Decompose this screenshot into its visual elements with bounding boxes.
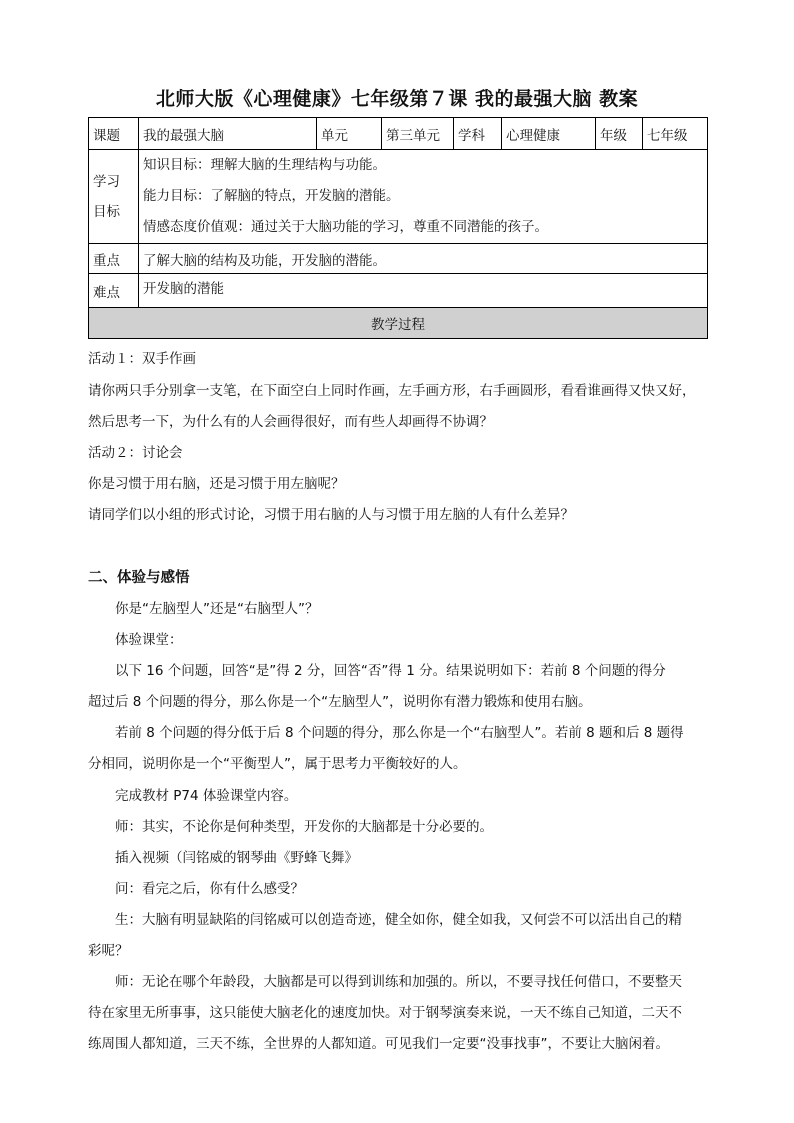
cell-unit-value: 第三单元 (382, 118, 454, 150)
cell-label-unit: 单元 (317, 118, 382, 150)
table-row-goals (89, 150, 708, 244)
paragraph-rules-line1: 以下 16 个问题，回答“是”得 2 分，回答“否”得 1 分。结果说明如下：若前 8 个问题的得分 (115, 663, 666, 679)
activity1-title: 活动１：双手作画 (88, 351, 196, 367)
cell-grade-value: 七年级 (643, 118, 708, 150)
cell-key-value: 了解大脑的结构及功能，开发脑的潜能。 (139, 244, 708, 274)
paragraph-teacher-note: 师：其实，不论你是何种类型，开发你的大脑都是十分必要的。 (115, 819, 493, 835)
cell-label-subject: 学科 (454, 118, 502, 150)
paragraph-student-line2: 彩呢？ (88, 943, 129, 959)
cell-goals-value (139, 150, 708, 244)
paragraph-teacher-line3: 练周围人都知道，三天不练，全世界的人都知道。可见我们一定要“没事找事”，不要让大脑闲着。 (88, 1036, 669, 1052)
cell-label-goals: 学习 目标 (89, 150, 139, 244)
activity2-title: 活动２：讨论会 (88, 445, 183, 461)
paragraph-right-brain-line1: 若前 8 个问题的得分低于后 8 个问题的得分，那么你是一个“右脑型人”。若前 8 题和后 8 题得 (115, 725, 684, 741)
cell-label-key: 重点 (89, 244, 139, 274)
lesson-info-table (88, 117, 708, 339)
paragraph-video: 插入视频（闫铭威的钢琴曲《野蜂飞舞》 (115, 850, 358, 866)
paragraph-teacher-line1: 师：无论在哪个年龄段，大脑都是可以得到训练和加强的。所以，不要寻找任何借口，不要整天 (115, 974, 682, 990)
cell-label-topic: 课题 (89, 118, 139, 150)
goal-emotion: 情感态度价值观：通过关于大脑功能的学习，尊重不同潜能的孩子。 (143, 219, 548, 235)
paragraph-rules-line2: 超过后 8 个问题的得分，那么你是一个“左脑型人”，说明你有潜力锻炼和使用右脑。 (88, 694, 592, 710)
activity1-line1: 请你两只手分别拿一支笔，在下面空白上同时作画，左手画方形，右手画圆形，看看谁画得又快又好， (88, 383, 696, 399)
activity1-line2: 然后思考一下，为什么有的人会画得很好，而有些人却画得不协调？ (88, 414, 493, 430)
paragraph-right-brain-line2: 分相同，说明你是一个“平衡型人”，属于思考力平衡较好的人。 (88, 756, 467, 772)
table-row-process (89, 308, 708, 339)
table-row-header (89, 118, 708, 150)
goal-ability: 能力目标：了解脑的特点，开发脑的潜能。 (143, 188, 400, 204)
table-row-key-points (89, 244, 708, 274)
section2-heading: 二、体验与感悟 (88, 570, 190, 586)
cell-label-grade: 年级 (596, 118, 643, 150)
cell-difficulty-value: 开发脑的潜能 (139, 274, 708, 308)
cell-label-difficulty: 难点 (89, 274, 139, 308)
activity2-question1: 你是习惯于用右脑，还是习惯于用左脑呢？ (88, 476, 345, 492)
goal-knowledge: 知识目标：理解大脑的生理结构与功能。 (143, 157, 386, 173)
activity2-question2: 请同学们以小组的形式讨论，习惯于用右脑的人与习惯于用左脑的人有什么差异？ (88, 507, 574, 523)
document-title: 北师大版《心理健康》七年级第７课 我的最强大脑 教案 (155, 88, 639, 110)
cell-topic-value: 我的最强大脑 (139, 118, 317, 150)
paragraph-question: 你是“左脑型人”还是“右脑型人”？ (115, 601, 319, 617)
paragraph-teacher-line2: 待在家里无所事事，这只能使大脑老化的速度加快。对于钢琴演奏来说，一天不练自己知道，二天不 (88, 1005, 682, 1021)
paragraph-ask: 问：看完之后，你有什么感受？ (115, 881, 304, 897)
cell-subject-value: 心理健康 (502, 118, 596, 150)
paragraph-classroom: 体验课堂： (115, 632, 183, 648)
paragraph-student-line1: 生：大脑有明显缺陷的闫铭威可以创造奇迹，健全如你，健全如我，又何尝不可以活出自己的精 (115, 912, 682, 928)
cell-process-heading: 教学过程 (89, 308, 708, 339)
table-row-difficulty (89, 274, 708, 308)
paragraph-textbook: 完成教材 P74 体验课堂内容。 (115, 788, 298, 804)
